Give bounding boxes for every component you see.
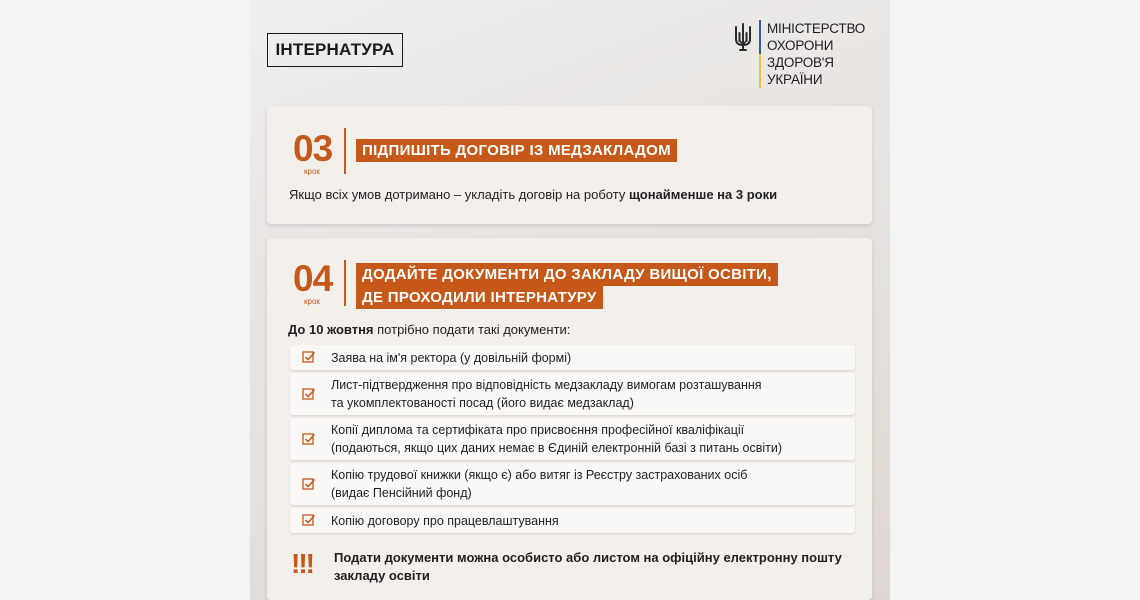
step-4-intro-bold: До 10 жовтня [288, 322, 374, 337]
document-line-1 [331, 466, 747, 484]
document-main: або витяг із Реєстру застрахованих осіб [511, 468, 748, 482]
infographic-page [250, 0, 890, 600]
document-item [290, 463, 855, 505]
ministry-line: ОХОРОНИ [767, 38, 834, 53]
step-4-number: 04 [293, 258, 333, 299]
ministry-logo [733, 20, 865, 88]
checkbox-checked-icon [302, 477, 316, 491]
step-4-heading-line-2: ДЕ ПРОХОДИЛИ ІНТЕРНАТУРУ [356, 286, 603, 309]
submission-note [334, 549, 842, 585]
document-text [331, 421, 782, 457]
step-4-word: крок [304, 297, 320, 306]
step-4-intro-plain: потрібно подати такі документи: [373, 322, 571, 337]
checkbox-checked-icon [302, 350, 316, 364]
document-main: Заява на ім'я ректора [331, 351, 457, 365]
step-3-text [289, 186, 777, 203]
document-note: (його видає медзаклад) [493, 396, 634, 410]
ministry-line: УКРАЇНИ [767, 72, 823, 87]
checkbox-checked-icon [302, 387, 316, 401]
step-3-word: крок [304, 167, 320, 176]
step-4-separator [344, 260, 346, 306]
note-line: Подати документи можна особисто або листом на офіційну електронну пошту [334, 550, 842, 565]
exclamation-icon: !!! [291, 548, 313, 579]
ministry-line: ЗДОРОВ'Я [767, 55, 834, 70]
document-item [290, 373, 855, 415]
step-3-number: 03 [293, 128, 333, 169]
document-note: (видає Пенсійний фонд) [331, 486, 472, 500]
document-note: (якщо є) [460, 468, 512, 482]
document-main: Копію трудової книжки [331, 468, 461, 482]
document-item [290, 508, 855, 533]
document-main: Лист-підтвердження про відповідність медзакладу вимогам розташування [331, 378, 762, 392]
ministry-name [759, 20, 865, 88]
page-title: ІНТЕРНАТУРА [267, 33, 403, 67]
checkbox-checked-icon [302, 513, 316, 527]
document-main: Копії диплома та сертифіката про присвоєння професійної кваліфікації [331, 423, 745, 437]
document-main: Копію договору про працевлаштування [331, 514, 559, 528]
document-item [290, 345, 855, 370]
trident-icon [733, 23, 753, 53]
document-note: (подаються, якщо цих даних немає в Єдиній електронній базі з питань освіти) [331, 441, 783, 455]
step-4-card [267, 238, 872, 600]
note-line: закладу освіти [334, 568, 430, 583]
step-3-text-plain: Якщо всіх умов дотримано – укладіть договір на роботу [289, 187, 629, 202]
document-text [331, 466, 747, 502]
checkbox-checked-icon [302, 432, 316, 446]
document-line-2 [331, 394, 762, 412]
document-item [290, 418, 855, 460]
step-4-intro [288, 321, 570, 338]
step-4-heading-line-1: ДОДАЙТЕ ДОКУМЕНТИ ДО ЗАКЛАДУ ВИЩОЇ ОСВІТИ, [356, 263, 778, 286]
document-main: та укомплектованості посад [331, 396, 494, 410]
step-3-text-bold: щонайменше на 3 роки [628, 187, 778, 202]
document-text [331, 376, 762, 412]
document-text [331, 512, 559, 530]
step-3-heading: ПІДПИШІТЬ ДОГОВІР ІЗ МЕДЗАКЛАДОМ [356, 139, 677, 162]
document-text [331, 349, 571, 367]
ministry-line: МІНІСТЕРСТВО [767, 21, 866, 36]
document-note: (у довільній формі) [456, 351, 572, 365]
step-3-card [267, 106, 872, 224]
step-3-separator [344, 128, 346, 174]
